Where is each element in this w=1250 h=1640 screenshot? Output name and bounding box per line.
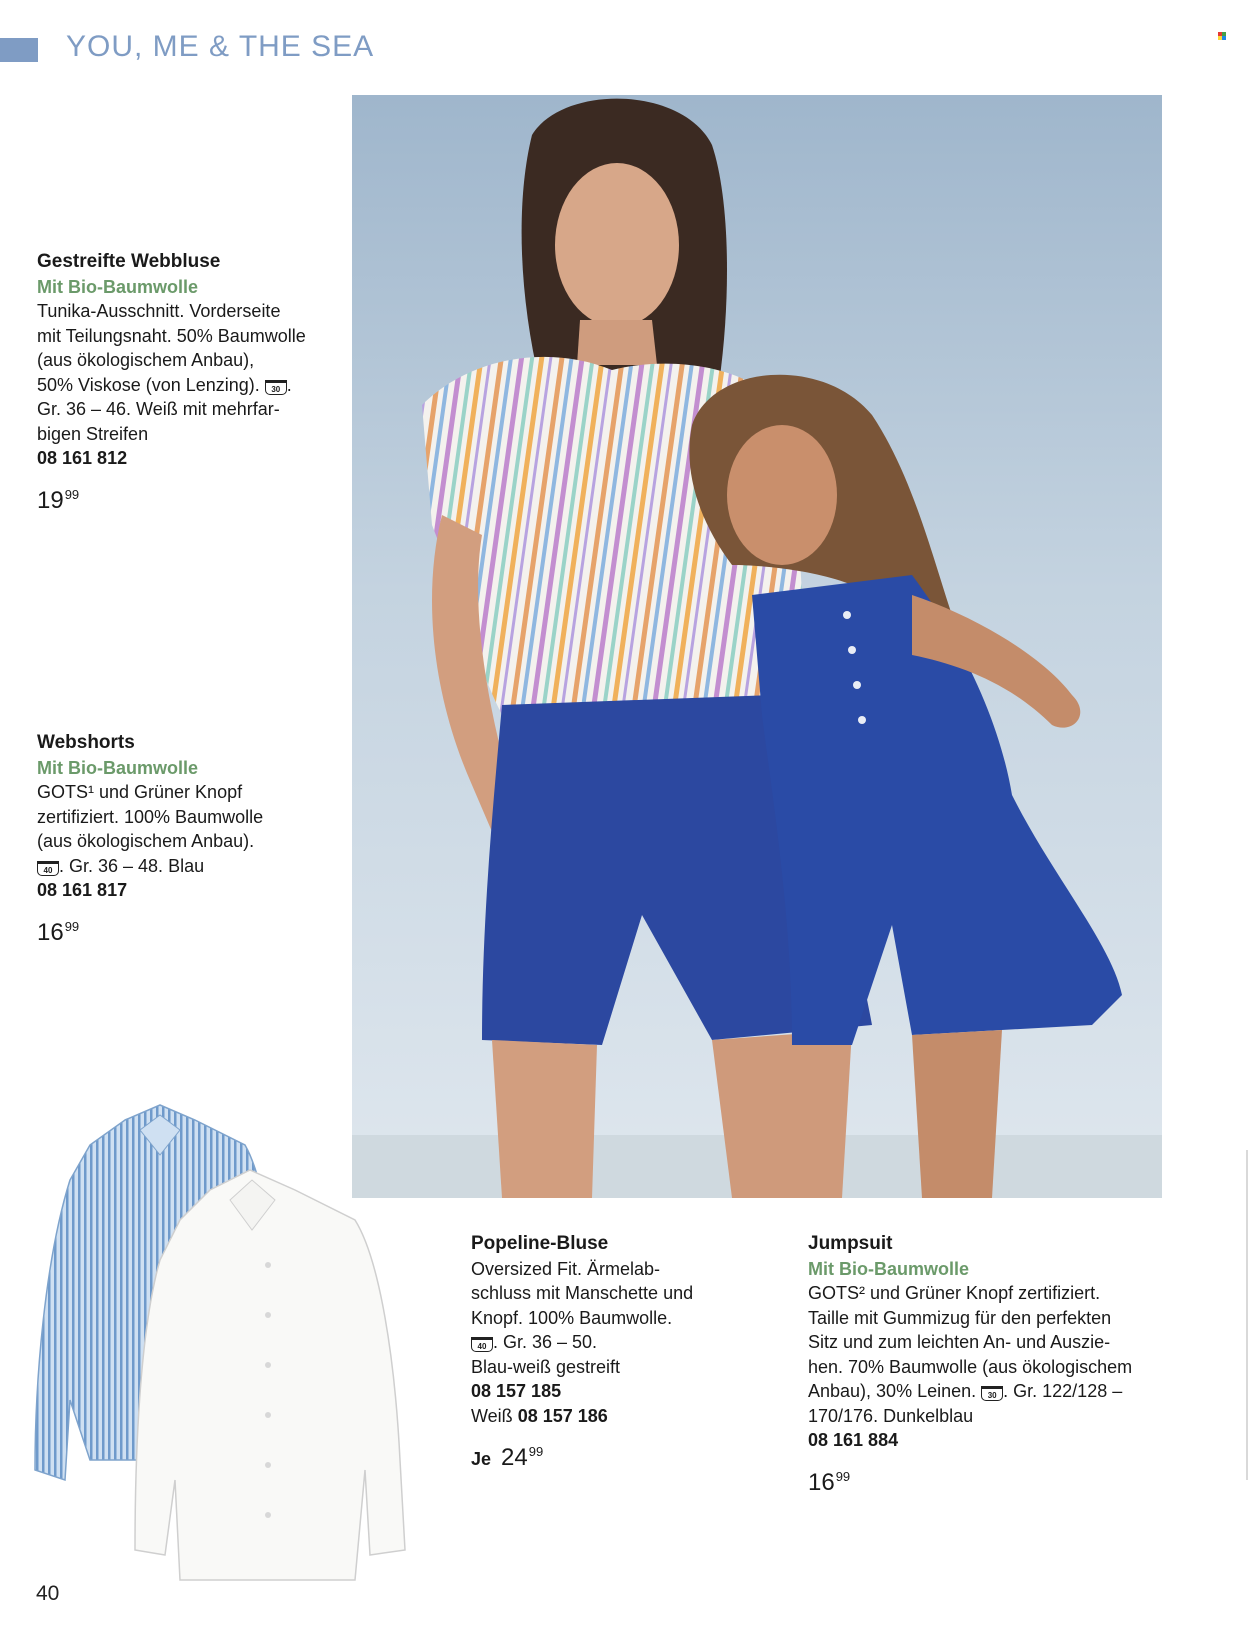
product-description-line: (aus ökologischem Anbau). <box>37 831 255 851</box>
product-description-line: zertifiziert. 100% Baumwolle <box>37 806 264 827</box>
page-edge-line <box>1246 1150 1248 1480</box>
article-number-variant: Weiß 08 157 186 <box>471 1405 608 1426</box>
product-title: Gestreifte Webbluse <box>37 251 221 272</box>
product-description-line: mit Teilungsnaht. 50% Baumwolle <box>37 325 306 346</box>
product-description-line: Anbau), 30% Leinen. 30 . Gr. 122/128 – <box>808 1381 1123 1401</box>
product-title: Jumpsuit <box>808 1233 893 1254</box>
product-tagline: Mit Bio-Baumwolle <box>37 276 198 297</box>
product-description-line: Tunika-Ausschnitt. Vorderseite <box>37 301 281 321</box>
product-jumpsuit <box>808 1232 1228 1497</box>
header-accent-bar <box>0 38 38 62</box>
wash-care-icon: 30 <box>981 1386 1003 1401</box>
product-description-line: 170/176. Dunkelblau <box>808 1405 974 1426</box>
product-description-line: Oversized Fit. Ärmelab- <box>471 1258 661 1279</box>
product-description-line: schluss mit Manschette und <box>471 1283 694 1303</box>
product-tagline: Mit Bio-Baumwolle <box>808 1258 969 1279</box>
product-tagline: Mit Bio-Baumwolle <box>37 757 198 778</box>
product-description-line: Sitz und zum leichten An- und Auszie- <box>808 1332 1111 1352</box>
product-webshorts <box>37 731 337 947</box>
product-title: Webshorts <box>37 732 135 753</box>
product-poplin-blouse <box>471 1232 771 1473</box>
price: $19^{99}$ <box>37 486 80 514</box>
product-title: Popeline-Bluse <box>471 1233 609 1254</box>
product-description-line: Blau-weiß gestreift <box>471 1356 621 1377</box>
article-number: 08 161 812 <box>37 448 128 468</box>
product-description-line: hen. 70% Baumwolle (aus ökologischem <box>808 1356 1133 1377</box>
mother-daughter-beach-illustration <box>352 95 1162 1198</box>
product-description-line: GOTS¹ und Grüner Knopf <box>37 782 243 802</box>
product-description-line: GOTS² und Grüner Knopf zertifiziert. <box>808 1283 1101 1303</box>
article-number: 08 157 185 <box>471 1381 562 1401</box>
wash-care-icon: 40 <box>471 1337 493 1352</box>
product-description-line: bigen Streifen <box>37 423 149 444</box>
product-description-line: 40 . Gr. 36 – 50. <box>471 1330 771 1355</box>
product-description-line: 40 . Gr. 36 – 48. Blau <box>37 854 337 879</box>
lifestyle-photo <box>352 95 1162 1198</box>
page-number: 40 <box>36 1582 60 1605</box>
price: $16^{99}$ <box>37 918 80 946</box>
product-description-line: (aus ökologischem Anbau), <box>37 350 255 370</box>
blouses-product-image <box>30 1100 440 1600</box>
product-description-line: 50% Viskose (von Lenzing). 30 . <box>37 374 292 395</box>
article-number: 08 161 817 <box>37 880 128 900</box>
product-description-line: Knopf. 100% Baumwolle. <box>471 1307 673 1328</box>
price: Je $24^{99}$ <box>471 1444 544 1471</box>
wash-care-icon: 30 <box>265 380 287 395</box>
page-title: YOU, ME & THE SEA <box>66 30 375 63</box>
price: $16^{99}$ <box>808 1468 851 1496</box>
product-description-line: Taille mit Gummizug für den perfekten <box>808 1307 1112 1328</box>
article-number: 08 161 884 <box>808 1430 899 1450</box>
product-description-line: Gr. 36 – 46. Weiß mit mehrfar- <box>37 399 280 419</box>
product-striped-blouse <box>37 250 337 515</box>
wash-care-icon: 40 <box>37 861 59 876</box>
corner-mark-icon <box>1218 32 1226 40</box>
